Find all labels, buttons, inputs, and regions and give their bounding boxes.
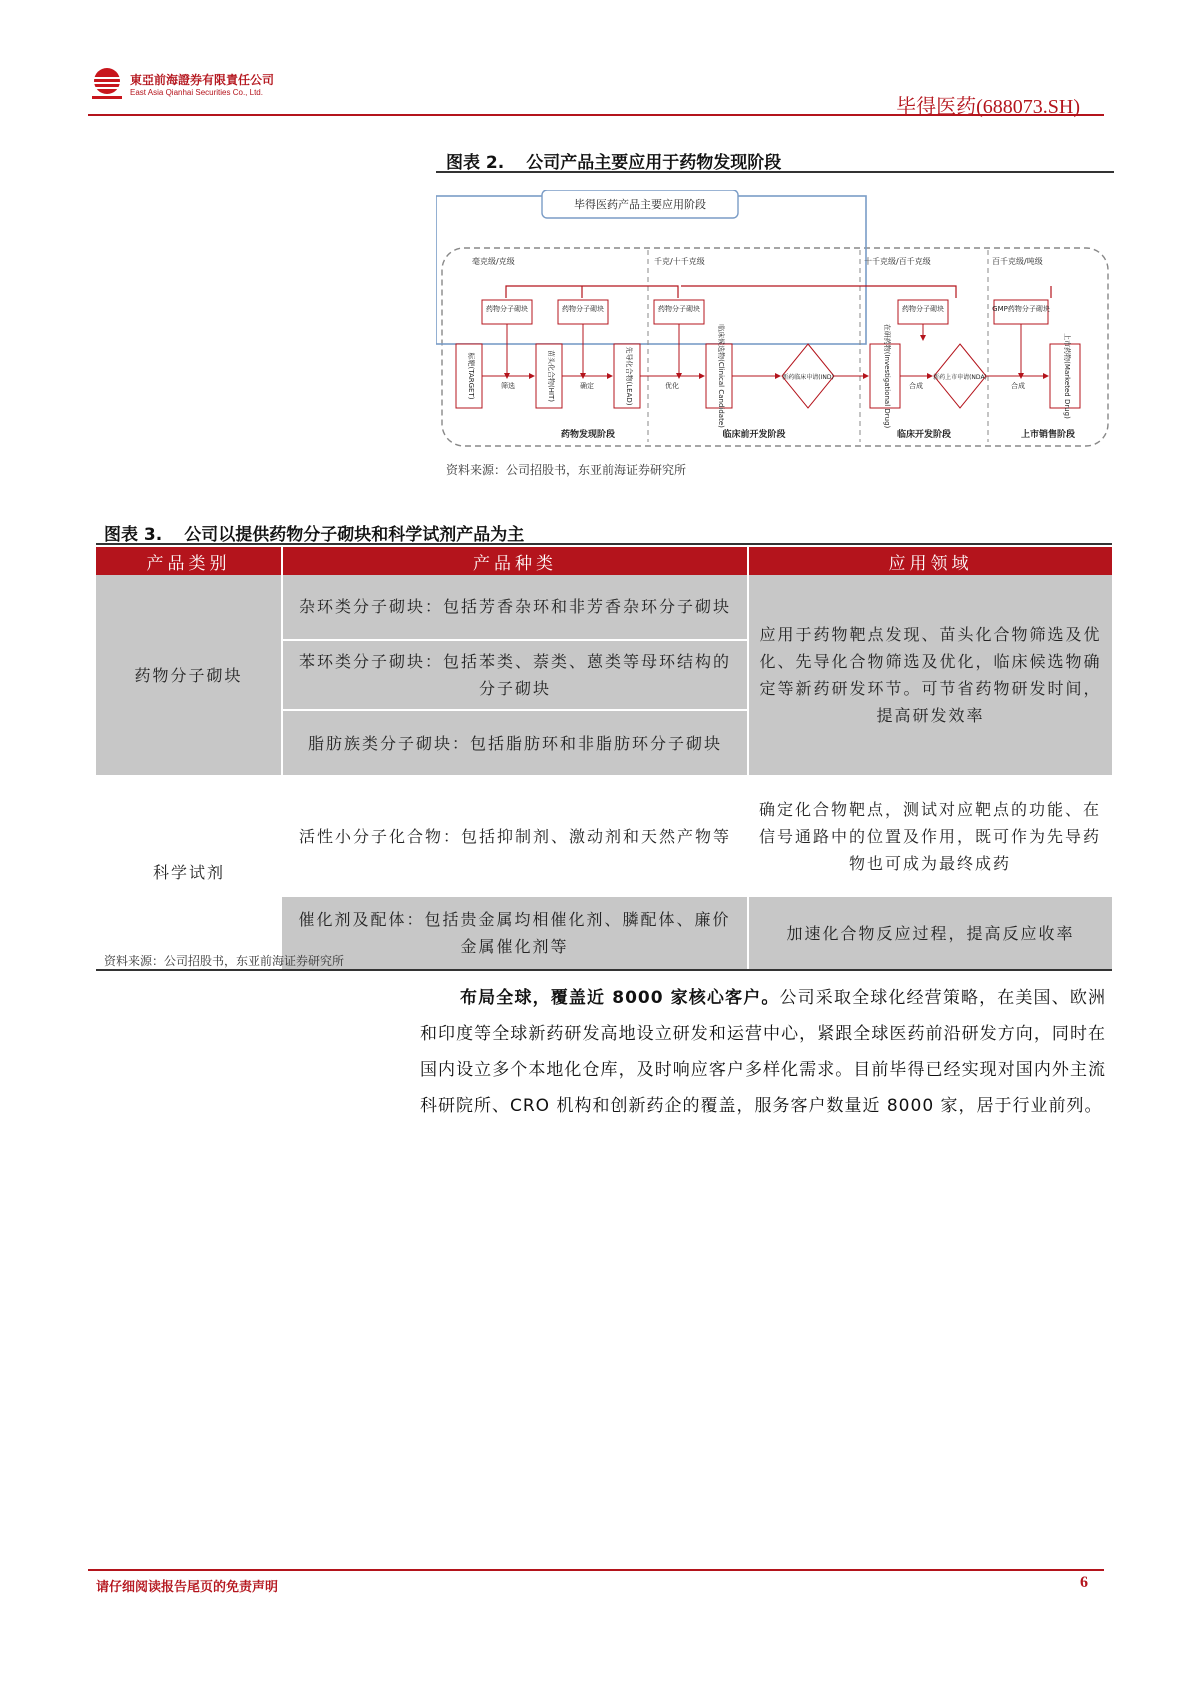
company-name-cn: 東亞前海證券有限責任公司 <box>130 73 275 87</box>
report-subject: 毕得医药(688073.SH) <box>896 96 1080 118</box>
supply-box <box>992 300 1050 324</box>
supply-box-label: GMP药物分子砌块 <box>992 305 1050 313</box>
table-header-cell: 产品类别 <box>96 547 282 575</box>
category-cell: 科学试剂 <box>96 775 282 970</box>
diamond-nda <box>933 344 987 408</box>
scale-label: 百千克级/吨级 <box>992 257 1043 266</box>
product-table <box>96 547 1112 971</box>
table-row <box>96 575 1112 640</box>
arrow-label: 合成 <box>1011 382 1025 390</box>
stage-label: 上市药物(Marketed Drug) <box>1063 333 1071 419</box>
top-box-label: 毕得医药产品主要应用阶段 <box>574 198 706 211</box>
page-number: 6 <box>1080 1574 1088 1591</box>
figure2-source: 资料来源：公司招股书，东亚前海证券研究所 <box>446 463 687 477</box>
body-paragraph <box>420 980 1106 1124</box>
type-cell: 脂肪族类分子砌块：包括脂肪环和非脂肪环分子砌块 <box>282 710 748 775</box>
diamond-label: 新药上市申请(NDA) <box>933 374 987 381</box>
stage-label: 在研药物(Investigational Drug) <box>883 323 891 429</box>
footer-disclaimer: 请仔细阅读报告尾页的免责声明 <box>96 1580 279 1595</box>
figure2-number: 图表 2. <box>446 153 505 173</box>
arrow-label: 筛选 <box>501 382 515 390</box>
footer-divider <box>88 1569 1104 1571</box>
supply-box <box>654 300 704 324</box>
table-header-cell: 产品种类 <box>282 547 748 575</box>
arrow-label: 优化 <box>665 382 679 390</box>
application-cell: 加速化合物反应过程，提高反应收率 <box>748 897 1112 970</box>
type-cell: 苯环类分子砌块：包括苯类、萘类、蒽类等母环结构的分子砌块 <box>282 640 748 710</box>
application-cell: 确定化合物靶点，测试对应靶点的功能、在信号通路中的位置及作用，既可作为先导药物也可成为最终成药 <box>748 775 1112 897</box>
supply-box <box>898 300 948 324</box>
stage-label: 标靶(TARGET) <box>467 352 475 400</box>
paragraph-lead: 布局全球，覆盖近 8000 家核心客户。 <box>460 988 780 1008</box>
phase-label: 临床开发阶段 <box>896 430 952 440</box>
supply-box-label: 药物分子砌块 <box>658 305 700 313</box>
table-header-cell: 应用领域 <box>748 547 1112 575</box>
type-cell: 催化剂及配体：包括贵金属均相催化剂、膦配体、廉价金属催化剂等 <box>282 897 748 970</box>
table-row <box>96 775 1112 897</box>
arrow-label: 合成 <box>909 382 923 390</box>
phase-label: 上市销售阶段 <box>1020 430 1076 440</box>
stage-label: 临床候选物(Clinical Candidate) <box>717 324 725 428</box>
scale-label: 千克/十千克级 <box>654 257 705 266</box>
company-name-en: East Asia Qianhai Securities Co., Ltd. <box>130 88 263 97</box>
stage-box <box>536 344 562 408</box>
application-cell: 应用于药物靶点发现、苗头化合物筛选及优化、先导化合物筛选及优化，临床候选物确定等新药研发环节。可节省药物研发时间，提高研发效率 <box>748 575 1112 775</box>
figure3-title <box>104 520 524 545</box>
paragraph-body: 公司采取全球化经营策略，在美国、欧洲和印度等全球新药研发高地设立研发和运营中心，紧跟全球医药前沿研发方向，同时在国内设立多个本地化仓库，及时响应客户多样化需求。目前毕得已经实现对国内外主流科研院所、CRO 机构和创新药企的覆盖，服务客户数量近 8000 家，居于行业前列。 <box>420 988 1106 1116</box>
diamond-label: 新药临床申请(IND) <box>782 374 834 381</box>
stage-box <box>870 324 900 429</box>
figure2-title-text: 公司产品主要应用于药物发现阶段 <box>526 153 782 173</box>
figure3-number: 图表 3. <box>104 525 163 545</box>
diamond-ind <box>782 344 834 408</box>
stage-label: 苗头化合物(HIT) <box>547 349 555 403</box>
figure2-diagram <box>436 190 1114 454</box>
supply-box-label: 药物分子砌块 <box>562 305 604 313</box>
stage-box <box>614 344 640 408</box>
supply-box-label: 药物分子砌块 <box>902 305 944 313</box>
type-cell: 杂环类分子砌块：包括芳香杂环和非芳香杂环分子砌块 <box>282 575 748 640</box>
figure3-title-text: 公司以提供药物分子砌块和科学试剂产品为主 <box>184 525 525 545</box>
supply-box <box>558 300 608 324</box>
company-logo-icon <box>92 66 122 100</box>
header-divider <box>88 114 1104 116</box>
category-cell: 药物分子砌块 <box>96 575 282 775</box>
scale-label: 十千克级/百千克级 <box>864 257 931 266</box>
supply-box-label: 药物分子砌块 <box>486 305 528 313</box>
phase-label: 临床前开发阶段 <box>722 430 786 440</box>
phase-label: 药物发现阶段 <box>560 430 616 440</box>
stage-box <box>1050 333 1080 419</box>
table-header-row <box>96 547 1112 575</box>
scale-label: 毫克级/克级 <box>472 257 515 266</box>
figure3-source: 资料来源：公司招股书，东亚前海证券研究所 <box>104 954 345 968</box>
stage-label: 先导化合物(LEAD) <box>625 346 633 406</box>
stage-box <box>706 324 732 428</box>
type-cell: 活性小分子化合物：包括抑制剂、激动剂和天然产物等 <box>282 775 748 897</box>
arrow-label: 确定 <box>580 382 594 390</box>
figure2-rule <box>436 171 1114 173</box>
supply-box <box>482 300 532 324</box>
figure2-title <box>446 148 781 173</box>
stage-box <box>456 344 482 408</box>
figure3-rule <box>96 543 1112 545</box>
